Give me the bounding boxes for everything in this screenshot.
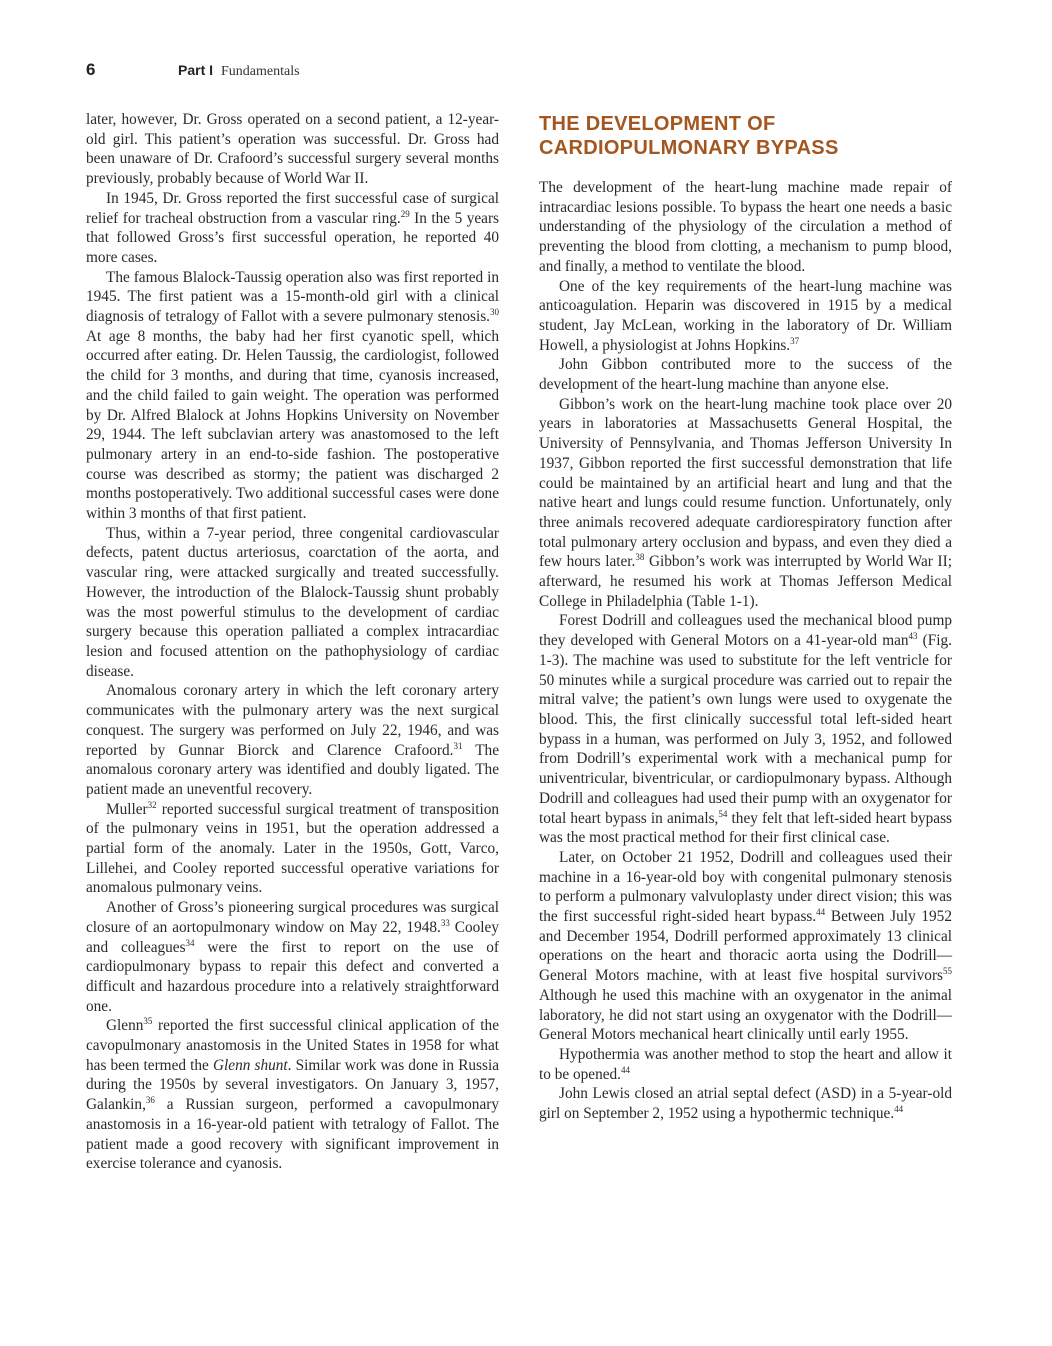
citation: 31 — [453, 740, 463, 751]
citation: 54 — [718, 808, 728, 819]
paragraph: The famous Blalock-Taussig operation also was first reported in 1945. The first patient was a 15-month-old girl with a clinical diagnosis of tetralogy of Fallot with a severe pulmonary stenosis.$^{30}$ At age 8 months, the baby had her first cyanotic spell, which occurred after eating. Dr. Helen Taussig, the cardiologist, followed the child for 3 months, and during that time, cyanosis increased, and the child failed to gain weight. The operation was performed by Dr. Alfred Blalock at Johns Hopkins University on November 29, 1944. The left subclavian artery was anastomosed to the left pulmonary artery in an end-to-side fashion. The postoperative course was described as stormy; the patient was discharged 2 months postoperatively. Two additional successful cases were done within 3 months of that first patient. — [86, 268, 499, 523]
page-number: 6 — [86, 60, 96, 79]
paragraph: The development of the heart-lung machine made repair of intracardiac lesions possible. To bypass the heart one needs a basic understanding of the physiology of the circulation a method of preventing the blood from clotting, a mechanism to pump blood, and finally, a method to ventilate the blood. — [539, 179, 952, 275]
citation: 33 — [440, 917, 450, 928]
running-head — [86, 60, 300, 84]
right-column — [539, 110, 952, 1124]
part-title: Fundamentals — [221, 64, 300, 79]
citation: 34 — [185, 937, 195, 948]
citation: 35 — [143, 1016, 153, 1027]
paragraph: Forest Dodrill and colleagues used the mechanical blood pump they developed with General Motors on a 41-year-old man$^{43}$ (Fig. 1-3). The machine was used to substitute for the left ventricle for 50 minutes while a surgical procedure was carried out to repair the mitral valve; the patient’s own lungs were used to oxygenate the blood. This, the first clinically successful total left-sided heart bypass in a human, was performed on July 3, 1952, and followed from Dodrill’s experimental work with a mechanical pump for univentricular, biventricular, or cardiopulmonary bypass. Although Dodrill and colleagues had used their pump with an oxygenator for total heart bypass in animals,$^{54}$ they felt that left-sided heart bypass was the most practical method for their first clinical case. — [539, 612, 953, 847]
citation: 43 — [908, 631, 918, 642]
paragraph: later, however, Dr. Gross operated on a second patient, a 12-year-old girl. This patient’s operation was successful. Dr. Gross had been unaware of Dr. Crafoord’s successful surgery several months previously, probably because of World War II. — [86, 111, 499, 188]
paragraph: Another of Gross’s pioneering surgical procedures was surgical closure of an aortopulmonary window on May 22, 1948.33 Cooley and colleagues$^{34}$ were the first to report on the use of cardiopulmonary bypass to repair this defect and converted a difficult and hazardous procedure into a relatively straightforward one. — [86, 899, 500, 1015]
paragraph: Later, on October 21 1952, Dodrill and colleagues used their machine in a 16-year-old boy with congenital pulmonary stenosis to perform a pulmonary valvuloplasty under direct vision; this was the first successful right-sided heart bypass.$^{44}$ Between July 1952 and December 1954, Dodrill performed approximately 13 clinical operations on the heart and thoracic aorta using the Dodrill—General Motors machine, with at least five hospital survivors$^{55}$ Although he used this machine with an oxygenator in the animal laboratory, he did not start using an oxygenator with the Dodrill—General Motors mechanical heart clinically until early 1955. — [539, 848, 952, 1044]
paragraph: Thus, within a 7-year period, three congenital cardiovascular defects, patent ductus arteriosus, coarctation of the aorta, and vascular ring, were attacked surgically and treated successfully. However, the introduction of the Blalock-Taussig shunt probably was the most powerful stimulus to the development of cardiac surgery because this operation palliated a complex intracardiac lesion and focused attention on the pathophysiology of cardiac disease. — [86, 524, 499, 680]
citation: 29 — [400, 208, 410, 219]
emphasis-glenn-shunt: Glenn shunt — [212, 1056, 288, 1074]
paragraph: Hypothermia was another method to stop the heart and allow it to be opened.$^{44}$ — [539, 1045, 952, 1083]
part-label: Part I — [178, 62, 214, 78]
paragraph: Gibbon’s work on the heart-lung machine took place over 20 years in laboratories at Massachusetts General Hospital, the University of Pennsylvania, and Thomas Jefferson University In 1937, Gibbon reported the first successful demonstration that life could be maintained by an artificial heart and lung and that the native heart and lungs could resume function. Unfortunately, only three animals recovered adequate cardiorespiratory function after total pulmonary artery occlusion and bypass, and even they died a few hours later.$^{38}$ Gibbon’s work was interrupted by World War II; afterward, he resumed his work at Thomas Jefferson Medical College in Philadelphia (Table 1-1). — [539, 395, 952, 610]
paragraph: John Gibbon contributed more to the success of the development of the heart-lung machine than anyone else. — [539, 356, 952, 394]
citation: 30 — [490, 306, 499, 317]
citation: 44 — [620, 1064, 630, 1075]
paragraph: One of the key requirements of the heart-lung machine was anticoagulation. Heparin was discovered in 1915 by a medical student, Jay McLean, working in the laboratory of Dr. William Howell, a physiologist at Johns Hopkins.$^{37}$ — [539, 277, 952, 354]
paragraph: Glenn$^{35}$ reported the first successful clinical application of the cavopulmonary anastomosis in the United States in 1958 for what has been termed the Glenn shunt. Similar work was done in Russia during the 1950s by several investigators. On January 3, 1957, Galankin,$^{36}$ a Russian surgeon, performed a cavopulmonary anastomosis in a 16-year-old patient with tetralogy of Fallot. The patient made a good recovery with significant improvement in exercise tolerance and cyanosis. — [86, 1016, 499, 1173]
paragraph: Anomalous coronary artery in which the left coronary artery communicates with the pulmonary artery was the next surgical conquest. The surgery was performed on July 22, 1946, and was reported by Gunnar Biorck and Clarence Crafoord.$^{31}$ The anomalous coronary artery was identified and doubly ligated. The patient made an uneventful recovery. — [86, 682, 499, 798]
section-heading: THE DEVELOPMENT OF CARDIOPULMONARY BYPASS — [539, 113, 839, 159]
paragraph: John Lewis closed an atrial septal defect (ASD) in a 5-year-old girl on September 2, 1952 using a hypothermic technique.$^{44}$ — [539, 1085, 952, 1123]
citation: 44 — [894, 1103, 904, 1114]
citation: 32 — [147, 799, 157, 810]
paragraph: In 1945, Dr. Gross reported the first successful case of surgical relief for tracheal obstruction from a vascular ring.$^{29}$ In the 5 years that followed Gross’s first successful operation, he reported 40 more cases. — [86, 189, 499, 266]
paragraph: Muller$^{32}$ reported successful surgical treatment of transposition of the pulmonary veins in 1951, but the operation addressed a partial form of the anomaly. Later in the 1950s, Gott, Varco, Lillehei, and Cooley reported successful operative variations for anomalous pulmonary veins. — [86, 799, 499, 897]
citation: 36 — [145, 1095, 155, 1106]
left-column — [86, 110, 499, 1174]
citation: 44 — [816, 906, 826, 917]
citation: 55 — [943, 966, 952, 977]
citation: 37 — [790, 335, 800, 346]
citation: 38 — [635, 552, 645, 563]
